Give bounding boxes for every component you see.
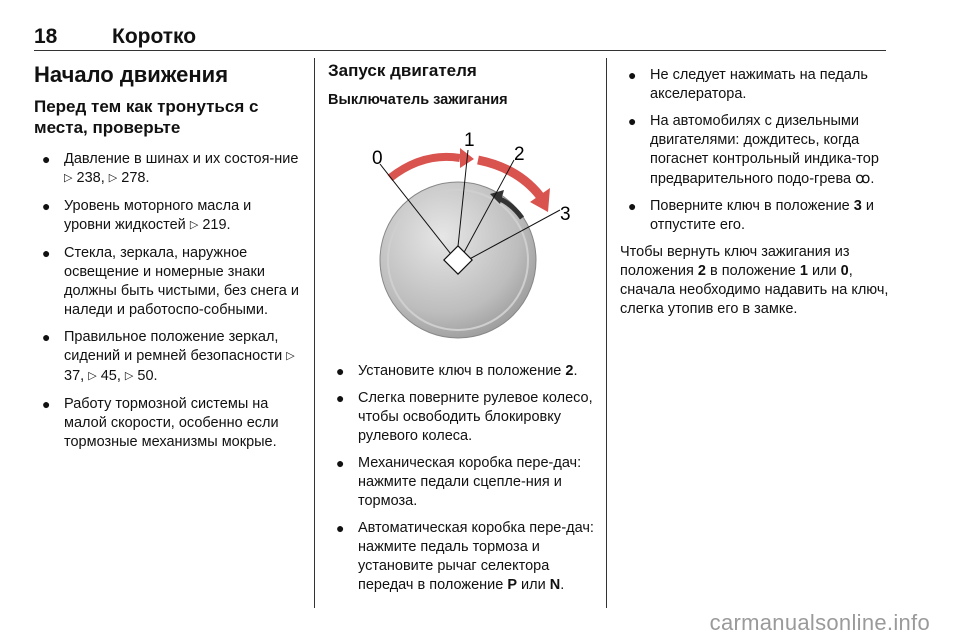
list-item: ● Механическая коробка пере-дач: нажмите педали сцепле-ния и тормоза. — [336, 455, 582, 509]
subsection-title: Выключатель зажигания — [328, 92, 508, 108]
position-label: 1 — [464, 130, 475, 151]
start-steps — [328, 362, 594, 595]
page-ref[interactable]: 278 — [121, 170, 146, 186]
page-header — [34, 22, 886, 51]
checklist — [34, 150, 302, 452]
list-item: ● Стекла, зеркала, наружное освещение и номерные знаки должны быть чистыми, без снега и наледи и работоспо-собными. — [42, 245, 299, 318]
page-ref-icon: ▷ — [64, 172, 73, 184]
running-title: Коротко — [112, 25, 197, 48]
position-label: 3 — [560, 204, 571, 225]
ignition-switch-illustration — [328, 130, 594, 345]
column-divider — [606, 58, 607, 608]
list-item: ● Давление в шинах и их состоя-ние ▷ 238, ▷ 278. — [42, 151, 299, 186]
list-item: ● Не следует нажимать на педаль акселератора. — [628, 67, 868, 102]
glow-plug-icon: ꝏ — [855, 170, 871, 187]
list-item: ● Автоматическая коробка пере-дач: нажмите педаль тормоза и установите рычаг селектора передач в положение P или N. — [336, 520, 594, 593]
section-title: Запуск двигателя — [328, 61, 477, 80]
page-number: 18 — [34, 25, 58, 48]
list-item: ● На автомобилях с дизельными двигателями: дождитесь, когда погаснет контрольный индика-тор предварительного подо-грева ꝏ. — [628, 113, 879, 187]
column-1 — [34, 60, 302, 460]
list-item: ● Установите ключ в положение 2. — [336, 363, 578, 379]
page-ref[interactable]: 238 — [76, 170, 101, 186]
list-item: ● Правильное положение зеркал, сидений и ремней безопасности ▷ 37, ▷ 45, ▷ 50. — [42, 329, 295, 384]
list-item: ● Слегка поверните рулевое колесо, чтобы освободить блокировку рулевого колеса. — [336, 390, 593, 444]
subsection-title: Перед тем как тронуться с места, проверьте — [34, 97, 259, 137]
list-item: ● Поверните ключ в положение 3 и отпустите его. — [628, 198, 874, 233]
page-ref-icon: ▷ — [286, 350, 295, 362]
position-label: 2 — [514, 144, 525, 165]
rotation-arrow-icon — [390, 157, 460, 178]
page-ref[interactable]: 50 — [137, 368, 154, 384]
page-ref[interactable]: 37 — [64, 368, 81, 384]
key-return-note: Чтобы вернуть ключ зажигания из положения 2 в положение 1 или 0, сначала необходимо надавить на ключ, слегка утопив его в замке. — [620, 244, 889, 317]
column-divider — [314, 58, 315, 608]
page-ref-icon: ▷ — [124, 370, 134, 382]
page-ref-icon: ▷ — [189, 219, 199, 231]
page-ref-icon: ▷ — [88, 370, 97, 382]
column-2 — [328, 60, 594, 603]
page-ref[interactable]: 45 — [100, 368, 117, 384]
page-ref[interactable]: 219 — [202, 217, 227, 233]
page-ref-icon: ▷ — [108, 172, 118, 184]
position-label: 0 — [372, 148, 383, 169]
column-3 — [620, 66, 890, 319]
watermark: carmanualsonline.info — [709, 610, 930, 635]
section-title: Начало движения — [34, 62, 229, 87]
list-item: ● Работу тормозной системы на малой скорости, особенно если тормозные механизмы мокрые. — [42, 396, 279, 450]
list-item: ● Уровень моторного масла и уровни жидкостей ▷ 219. — [42, 198, 252, 233]
start-steps-continued — [620, 66, 890, 235]
